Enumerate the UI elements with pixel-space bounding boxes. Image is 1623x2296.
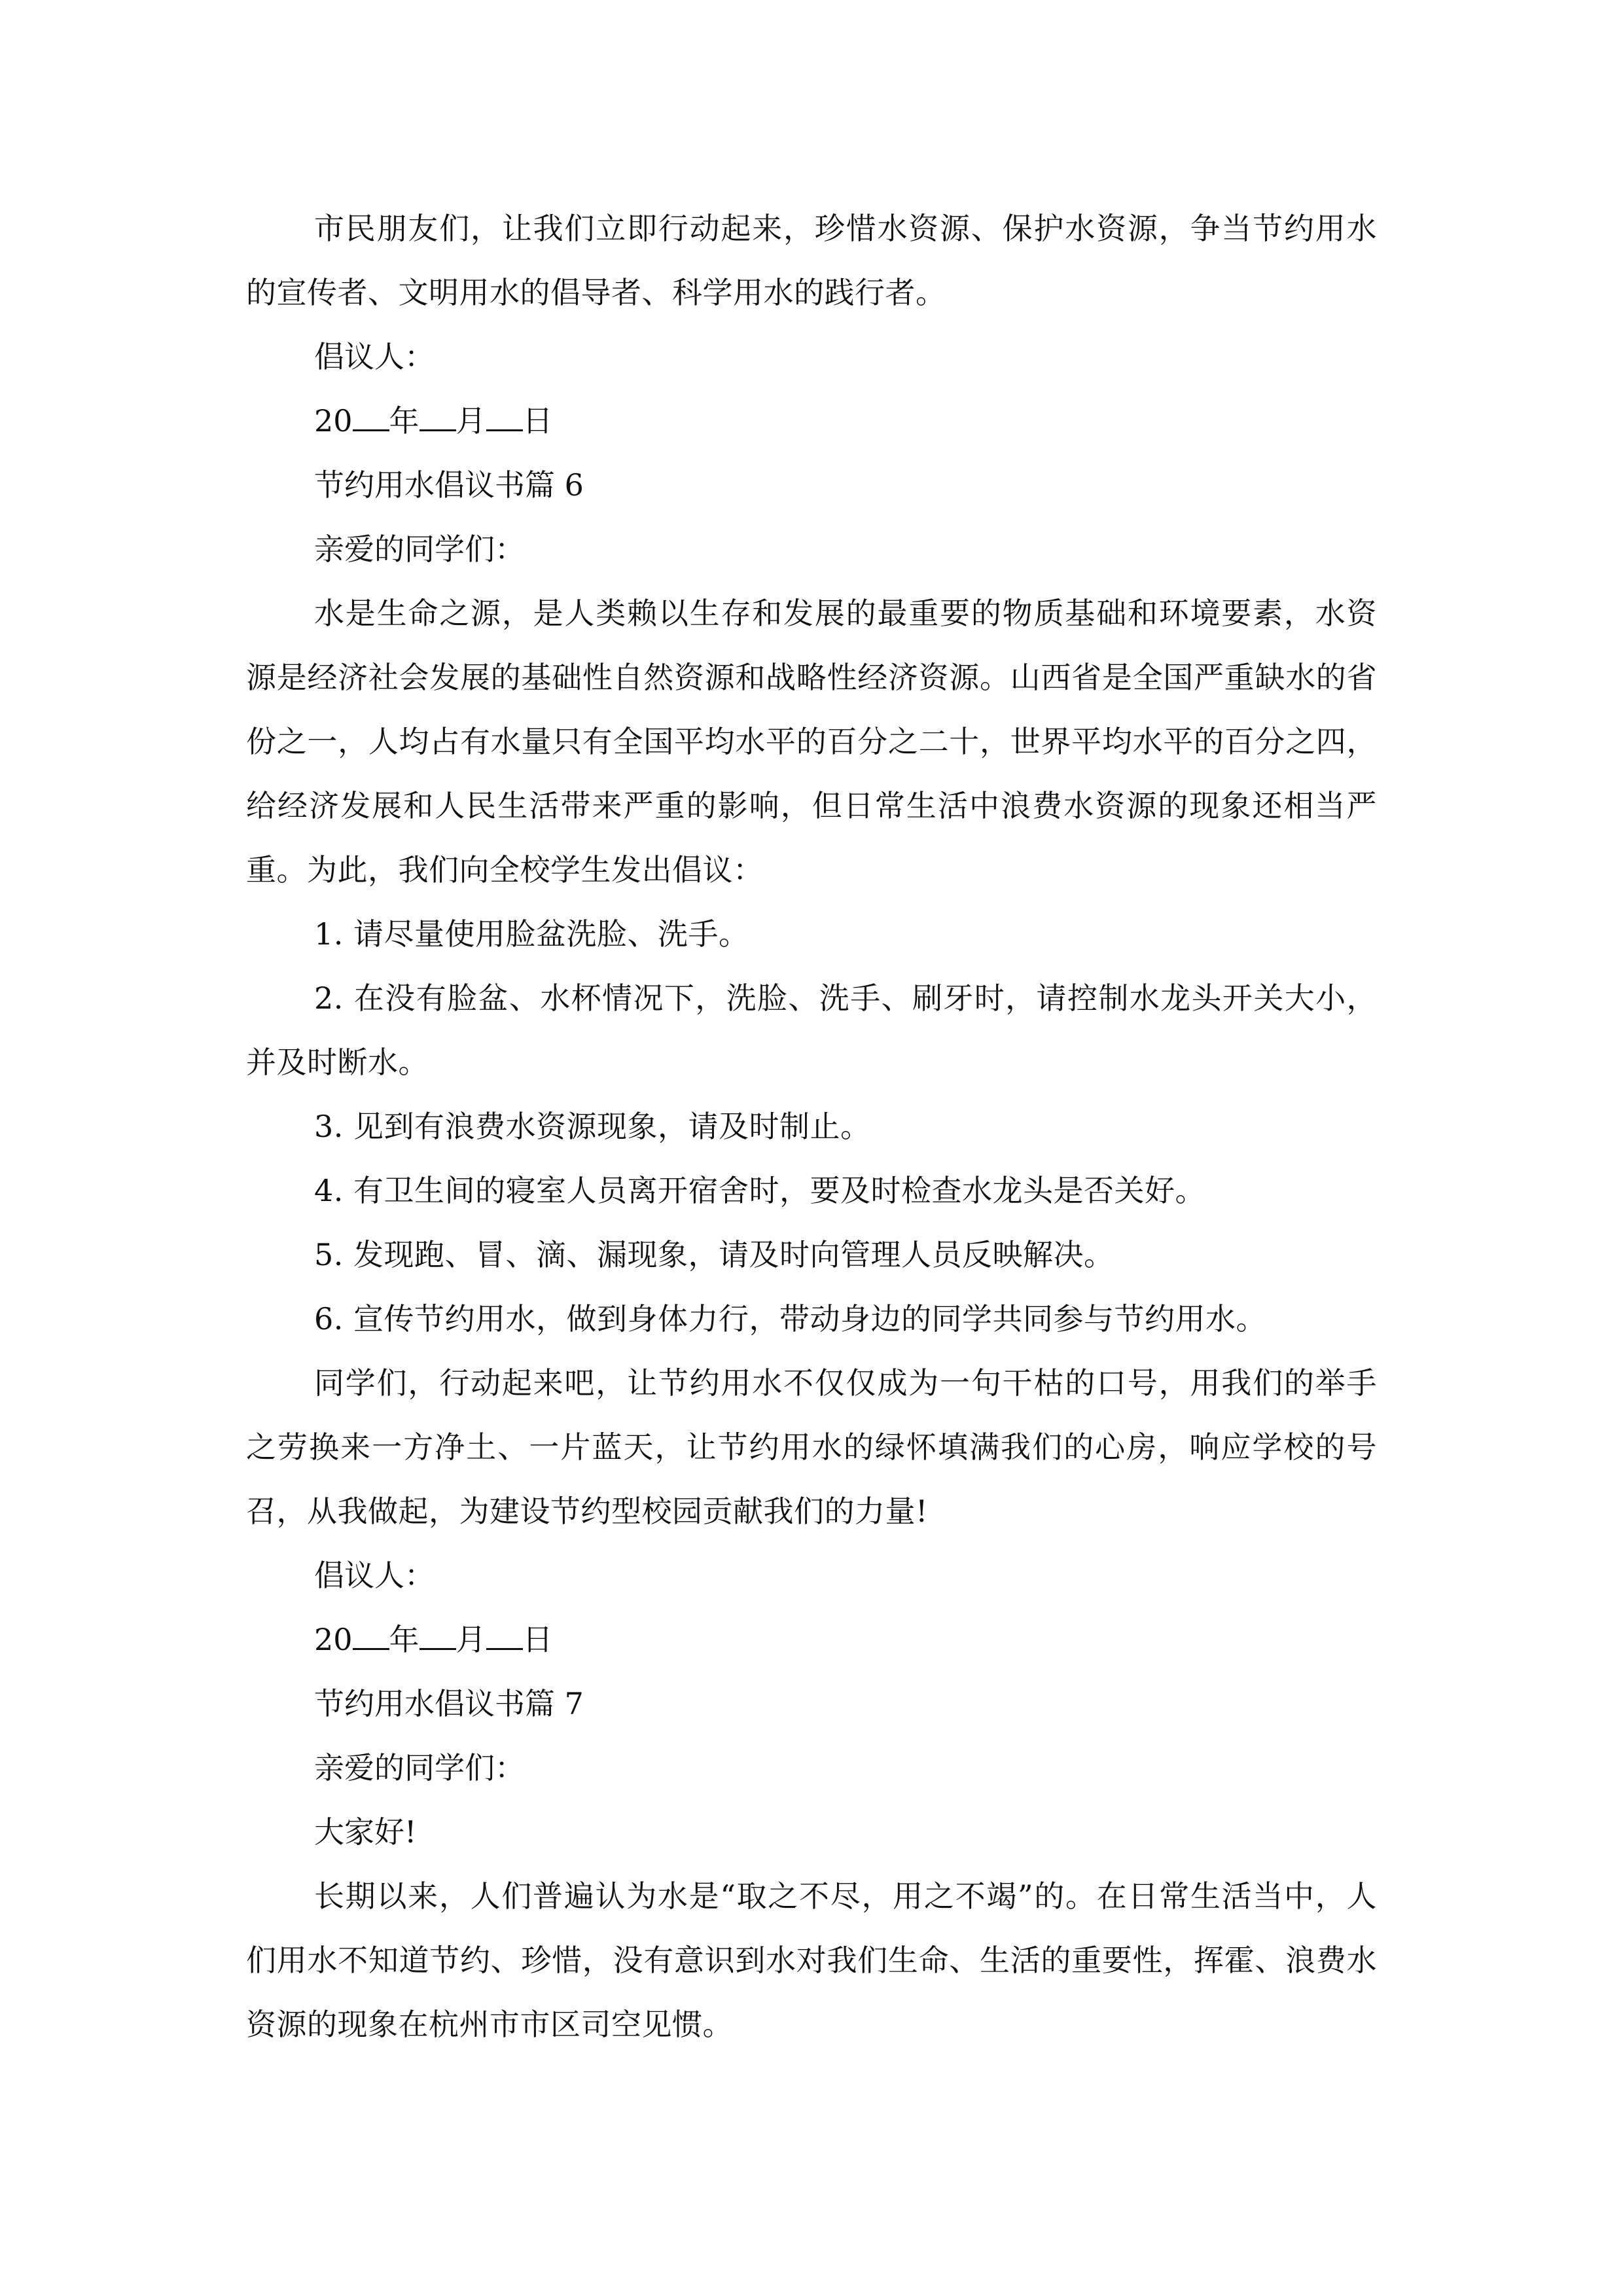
date-prefix: 20 <box>314 1622 353 1657</box>
paragraph-intro: 水是生命之源，是人类赖以生存和发展的最重要的物质基础和环境要素，水资源是经济社会发展的基础性自然资源和战略性经济资源。山西省是全国严重缺水的省份之一，人均占有水量只有全国平均水平的百分之二十，世界平均水平的百分之四，给经济发展和人民生活带来严重的影响，但日常生活中浪费水资源的现象还相当严重。为此，我们向全校学生发出倡议： <box>246 596 1377 888</box>
section-title: 节约用水倡议书篇 7 <box>314 1686 584 1721</box>
date-blank <box>419 1622 456 1650</box>
date-month: 月 <box>455 1622 486 1657</box>
date-day: 日 <box>522 1622 553 1657</box>
date-prefix: 20 <box>314 403 353 439</box>
date-blank <box>419 403 456 431</box>
document-body <box>246 196 1377 2056</box>
signer-label: 倡议人： <box>314 1558 435 1593</box>
date-line <box>246 389 1377 453</box>
date-blank <box>353 1622 389 1650</box>
date-year: 年 <box>389 403 419 439</box>
signer-label: 倡议人： <box>314 339 435 374</box>
paragraph-body: 长期以来，人们普遍认为水是“取之不尽，用之不竭”的。在日常生活当中，人们用水不知道节约、珍惜，没有意识到水对我们生命、生活的重要性，挥霍、浪费水资源的现象在杭州市市区司空见惯。 <box>246 1878 1377 2042</box>
list-item: 1. 请尽量使用脸盆洗脸、洗手。 <box>314 916 749 952</box>
date-line <box>246 1607 1377 1672</box>
list-item: 6. 宣传节约用水，做到身体力行，带动身边的同学共同参与节约用水。 <box>314 1301 1267 1336</box>
date-month: 月 <box>455 403 486 439</box>
date-blank <box>486 403 523 431</box>
greeting: 大家好! <box>314 1814 417 1850</box>
salutation: 亲爱的同学们： <box>314 531 525 567</box>
date-blank <box>486 1622 523 1650</box>
list-item: 2. 在没有脸盆、水杯情况下，洗脸、洗手、刷牙时，请控制水龙头开关大小，并及时断水。 <box>246 980 1377 1080</box>
list-item: 4. 有卫生间的寝室人员离开宿舍时，要及时检查水龙头是否关好。 <box>314 1173 1206 1208</box>
date-day: 日 <box>522 403 553 439</box>
date-blank <box>353 403 389 431</box>
date-year: 年 <box>389 1622 419 1657</box>
list-item: 5. 发现跑、冒、滴、漏现象，请及时向管理人员反映解决。 <box>314 1237 1115 1272</box>
paragraph-closing: 同学们，行动起来吧，让节约用水不仅仅成为一句干枯的口号，用我们的举手之劳换来一方净土、一片蓝天，让节约用水的绿怀填满我们的心房，响应学校的号召，从我做起，为建设节约型校园贡献我们的力量! <box>246 1365 1377 1529</box>
list-item: 3. 见到有浪费水资源现象，请及时制止。 <box>314 1109 871 1144</box>
paragraph-appeal: 市民朋友们，让我们立即行动起来，珍惜水资源、保护水资源，争当节约用水的宣传者、文明用水的倡导者、科学用水的践行者。 <box>246 211 1377 310</box>
section-title: 节约用水倡议书篇 6 <box>314 467 584 503</box>
salutation: 亲爱的同学们： <box>314 1750 525 1785</box>
